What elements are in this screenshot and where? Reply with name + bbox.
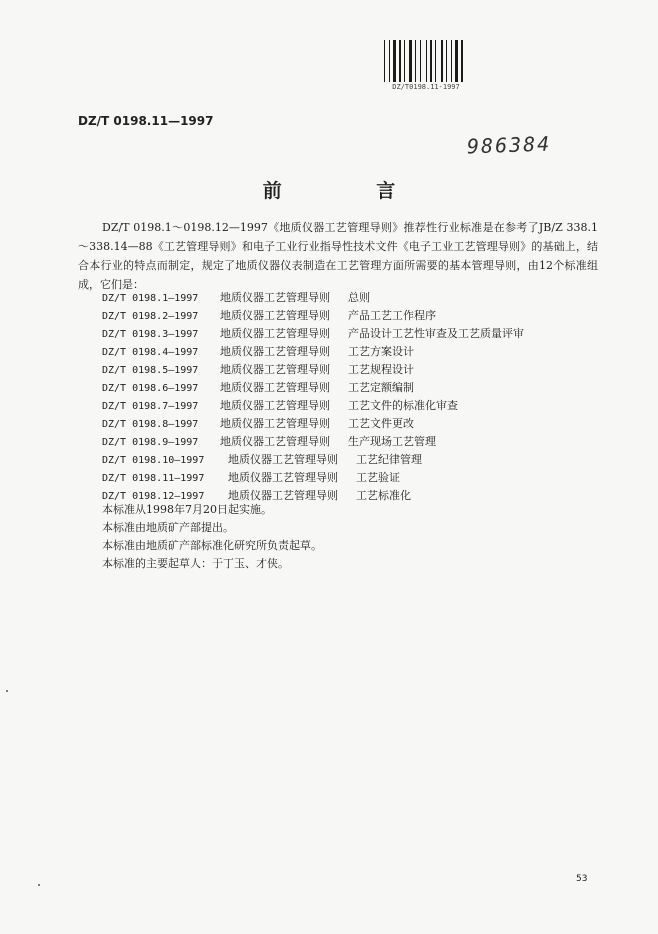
part-subtitle: 产品设计工艺性审查及工艺质量评审 [348,327,524,340]
part-code: DZ/T 0198.10—1997 [102,455,205,466]
list-item [102,451,524,469]
part-code: DZ/T 0198.5—1997 [102,365,199,376]
barcode-caption: DZ/T0198.11-1997 [392,83,460,91]
barcode-bar [399,40,401,82]
list-item [102,343,524,361]
barcode-bar [435,40,436,82]
part-series: 地质仪器工艺管理导则 [220,435,330,448]
intro-paragraph: DZ/T 0198.1～0198.12—1997《地质仪器工艺管理导则》推荐性行业标准是在参考了JB/Z 338.1～338.14—88《工艺管理导则》和电子工业行业指导性技术文件《电子工业工艺管理导则》的基础上，结合本行业的特点而制定，规定了地质仪器仪表制造在工艺管理方面所需要的基本管理导则，由12个标准组成，它们是： [78,221,598,291]
part-series: 地质仪器工艺管理导则 [220,363,330,376]
drafting-org-note: 本标准由地质矿产部标准化研究所负责起草。 [102,539,322,552]
barcode-bar [426,40,427,82]
part-series: 地质仪器工艺管理导则 [220,381,330,394]
barcode-bar [446,40,447,82]
barcode-bar [415,40,416,82]
list-item [102,469,524,487]
part-code: DZ/T 0198.12—1997 [102,491,205,502]
barcode-bar [430,40,432,82]
list-item [102,289,524,307]
scan-speck [6,690,8,692]
part-subtitle: 工艺验证 [356,471,400,484]
standard-parts-list [102,289,524,505]
list-item [102,379,524,397]
part-subtitle: 工艺定额编制 [348,381,414,394]
list-item [102,415,524,433]
part-code: DZ/T 0198.6—1997 [102,383,199,394]
barcode-bar [441,40,443,82]
notes-block [102,501,322,573]
barcode-bar [420,40,421,82]
part-series: 地质仪器工艺管理导则 [220,399,330,412]
part-series: 地质仪器工艺管理导则 [228,453,338,466]
scan-speck [38,884,40,886]
part-series: 地质仪器工艺管理导则 [220,327,330,340]
part-series: 地质仪器工艺管理导则 [220,345,330,358]
list-item [102,397,524,415]
barcode-bar [451,40,452,82]
part-series: 地质仪器工艺管理导则 [220,309,330,322]
barcode [383,40,469,96]
barcode-bar [409,40,412,82]
list-item [102,433,524,451]
list-item [102,325,524,343]
list-item [102,361,524,379]
handwritten-number: 986384 [466,131,552,159]
part-code: DZ/T 0198.7—1997 [102,401,199,412]
part-subtitle: 工艺文件的标准化审查 [348,399,458,412]
part-code: DZ/T 0198.2—1997 [102,311,199,322]
section-title: 前 言 [262,180,440,202]
part-subtitle: 工艺规程设计 [348,363,414,376]
barcode-bar [393,40,396,82]
part-code: DZ/T 0198.11—1997 [102,473,205,484]
part-code: DZ/T 0198.1—1997 [102,293,199,304]
part-series: 地质仪器工艺管理导则 [220,417,330,430]
page-number: 53 [576,874,588,884]
part-code: DZ/T 0198.8—1997 [102,419,199,430]
barcode-bar [389,40,390,82]
part-subtitle: 生产现场工艺管理 [348,435,436,448]
standard-number-header: DZ/T 0198.11—1997 [78,114,214,128]
drafters-note: 本标准的主要起草人：于丁玉、才侠。 [102,557,289,570]
barcode-bar [404,40,405,82]
part-series: 地质仪器工艺管理导则 [220,291,330,304]
part-code: DZ/T 0198.4—1997 [102,347,199,358]
part-subtitle: 工艺标准化 [356,489,411,502]
effective-date-note: 本标准从1998年7月20日起实施。 [102,503,272,516]
barcode-bars [383,40,469,84]
part-code: DZ/T 0198.3—1997 [102,329,199,340]
part-subtitle: 工艺方案设计 [348,345,414,358]
barcode-bar [461,40,463,82]
part-series: 地质仪器工艺管理导则 [228,489,338,502]
part-subtitle: 产品工艺工作程序 [348,309,436,322]
part-subtitle: 总则 [348,291,370,304]
barcode-bar [384,40,385,82]
part-subtitle: 工艺纪律管理 [356,453,422,466]
list-item [102,307,524,325]
part-series: 地质仪器工艺管理导则 [228,471,338,484]
part-code: DZ/T 0198.9—1997 [102,437,199,448]
part-subtitle: 工艺文件更改 [348,417,414,430]
proposer-note: 本标准由地质矿产部提出。 [102,521,234,534]
barcode-bar [455,40,458,82]
